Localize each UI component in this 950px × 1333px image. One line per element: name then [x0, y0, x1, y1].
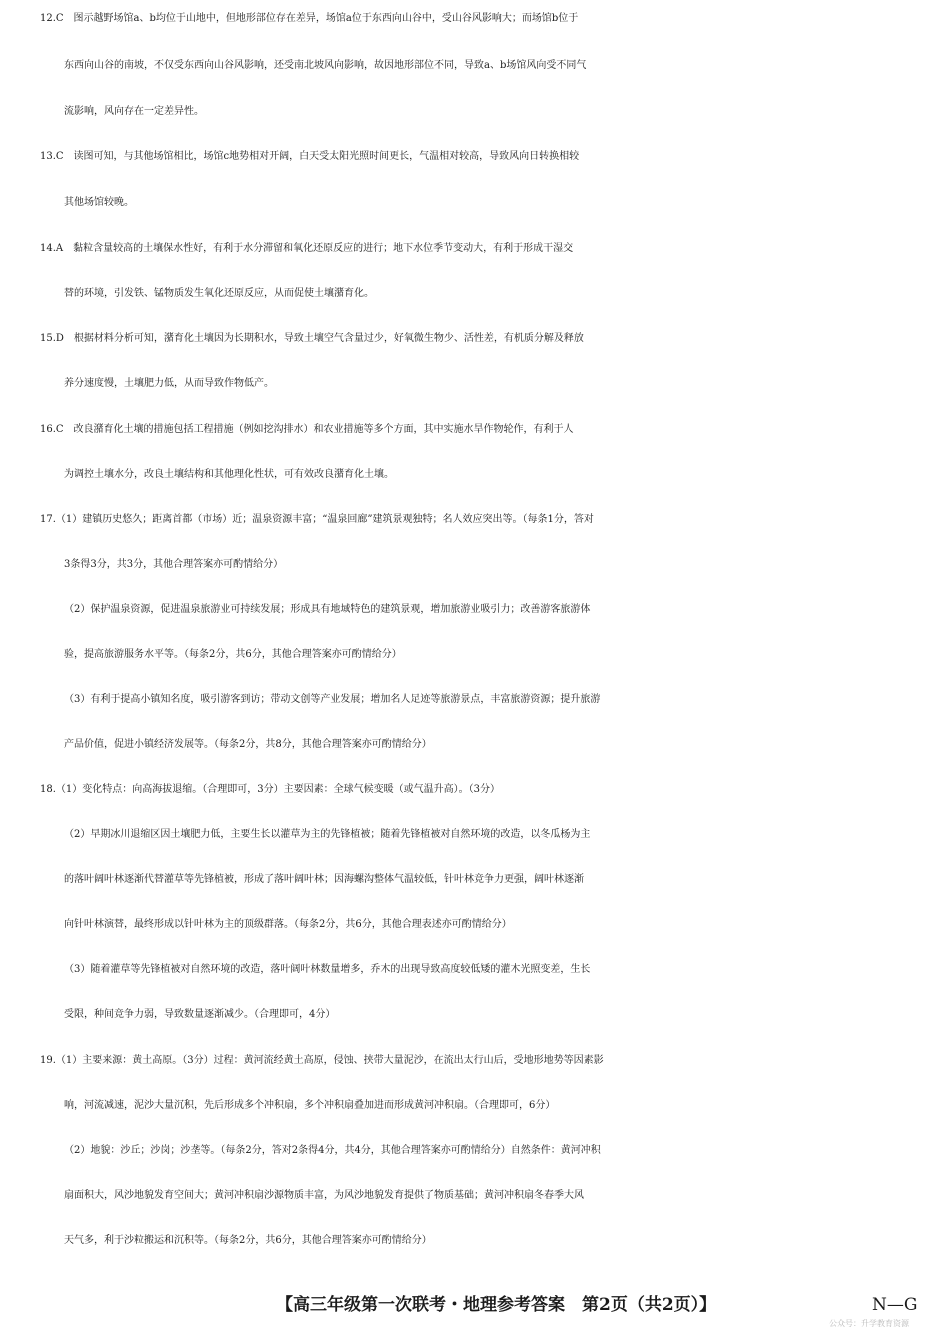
q13-line-1: 13.C 读图可知，与其他场馆相比，场馆c地势相对开阔，白天受太阳光照时间更长，气温相对较高，导致风向日转换相较: [40, 151, 580, 162]
q19-part2-line-3: 天气多，利于沙粒搬运和沉积等。（每条2分，共6分，其他合理答案亦可酌情给分）: [64, 1235, 432, 1246]
q18-part3-line-1: （3）随着灌草等先锋植被对自然环境的改造，落叶阔叶林数量增多，乔木的出现导致高度较低矮的灌木光照变差，生长: [64, 964, 591, 975]
q12-line-3: 流影响，风向存在一定差异性。: [64, 106, 204, 117]
q15-line-2: 养分速度慢，土壤肥力低，从而导致作物低产。: [64, 378, 274, 389]
q17-part3-line-1: （3）有利于提高小镇知名度，吸引游客到访；带动文创等产业发展；增加名人足迹等旅游景点，丰富旅游资源；提升旅游: [64, 694, 601, 705]
q18-part3-line-2: 受限，种间竞争力弱，导致数量逐渐减少。（合理即可，4分）: [64, 1009, 336, 1020]
q19-part2-line-1: （2）地貌：沙丘；沙岗；沙垄等。（每条2分，答对2条得4分，共4分，其他合理答案亦可酌情给分）自然条件：黄河冲积: [64, 1145, 601, 1156]
q15-line-1: 15.D 根据材料分析可知，潴育化土壤因为长期积水，导致土壤空气含量过少，好氧微生物少、活性差，有机质分解及释放: [40, 333, 584, 344]
q18-part2-line-1: （2）早期冰川退缩区因土壤肥力低，主要生长以灌草为主的先锋植被；随着先锋植被对自然环境的改造，以冬瓜杨为主: [64, 829, 591, 840]
q12-line-1: 12.C 图示越野场馆a、b均位于山地中，但地形部位存在差异，场馆a位于东西向山谷中，受山谷风影响大；而场馆b位于: [40, 13, 579, 24]
watermark: 公众号：升学教育资源: [829, 1319, 909, 1328]
q19-part1-line-1: 19.（1）主要来源：黄土高原。（3分）过程：黄河流经黄土高原，侵蚀、挟带大量泥沙，在流出太行山后，受地形地势等因素影: [40, 1055, 604, 1066]
q17-part1-line-2: 3条得3分，共3分，其他合理答案亦可酌情给分）: [64, 559, 284, 570]
q17-part2-line-1: （2）保护温泉资源，促进温泉旅游业可持续发展；形成具有地域特色的建筑景观，增加旅游业吸引力；改善游客旅游体: [64, 604, 591, 615]
q19-part2-line-2: 扇面积大，风沙地貌发育空间大；黄河冲积扇沙源物质丰富，为风沙地貌发育提供了物质基础；黄河冲积扇冬春季大风: [64, 1190, 584, 1201]
footer-title: 【高三年级第一次联考・地理参考答案 第2页（共2页）】: [276, 1295, 717, 1315]
q16-line-2: 为调控土壤水分，改良土壤结构和其他理化性状，可有效改良潴育化土壤。: [64, 469, 394, 480]
q19-part1-line-2: 响，河流减速，泥沙大量沉积，先后形成多个冲积扇，多个冲积扇叠加进而形成黄河冲积扇。（合理即可，6分）: [64, 1100, 556, 1111]
q13-line-2: 其他场馆较晚。: [64, 197, 134, 208]
q14-line-2: 替的环境，引发铁、锰物质发生氧化还原反应，从而促使土壤潴育化。: [64, 288, 374, 299]
q12-line-2: 东西向山谷的南坡，不仅受东西向山谷风影响，还受南北坡风向影响，故因地形部位不同，导致a、b场馆风向受不同气: [64, 60, 587, 71]
q17-part2-line-2: 验，提高旅游服务水平等。（每条2分，共6分，其他合理答案亦可酌情给分）: [64, 649, 402, 660]
footer-code: N—G: [872, 1295, 918, 1315]
q18-part1-line-1: 18.（1）变化特点：向高海拔退缩。（合理即可，3分）主要因素：全球气候变暖（或气温升高）。（3分）: [40, 784, 500, 795]
page-footer: [0, 1290, 950, 1320]
q17-part3-line-2: 产品价值，促进小镇经济发展等。（每条2分，共8分，其他合理答案亦可酌情给分）: [64, 739, 432, 750]
q18-part2-line-2: 的落叶阔叶林逐渐代替灌草等先锋植被，形成了落叶阔叶林；因海螺沟整体气温较低，针叶林竞争力更强，阔叶林逐渐: [64, 874, 584, 885]
q16-line-1: 16.C 改良潴育化土壤的措施包括工程措施（例如挖沟排水）和农业措施等多个方面，其中实施水旱作物轮作，有利于人: [40, 424, 574, 435]
q17-part1-line-1: 17.（1）建镇历史悠久；距离首都（市场）近；温泉资源丰富；“温泉回廊”建筑景观独特；名人效应突出等。（每条1分，答对: [40, 514, 594, 525]
q18-part2-line-3: 向针叶林演替，最终形成以针叶林为主的顶级群落。（每条2分，共6分，其他合理表述亦可酌情给分）: [64, 919, 512, 930]
q14-line-1: 14.A 黏粒含量较高的土壤保水性好，有利于水分滞留和氧化还原反应的进行；地下水位季节变动大，有利于形成干湿交: [40, 243, 574, 254]
